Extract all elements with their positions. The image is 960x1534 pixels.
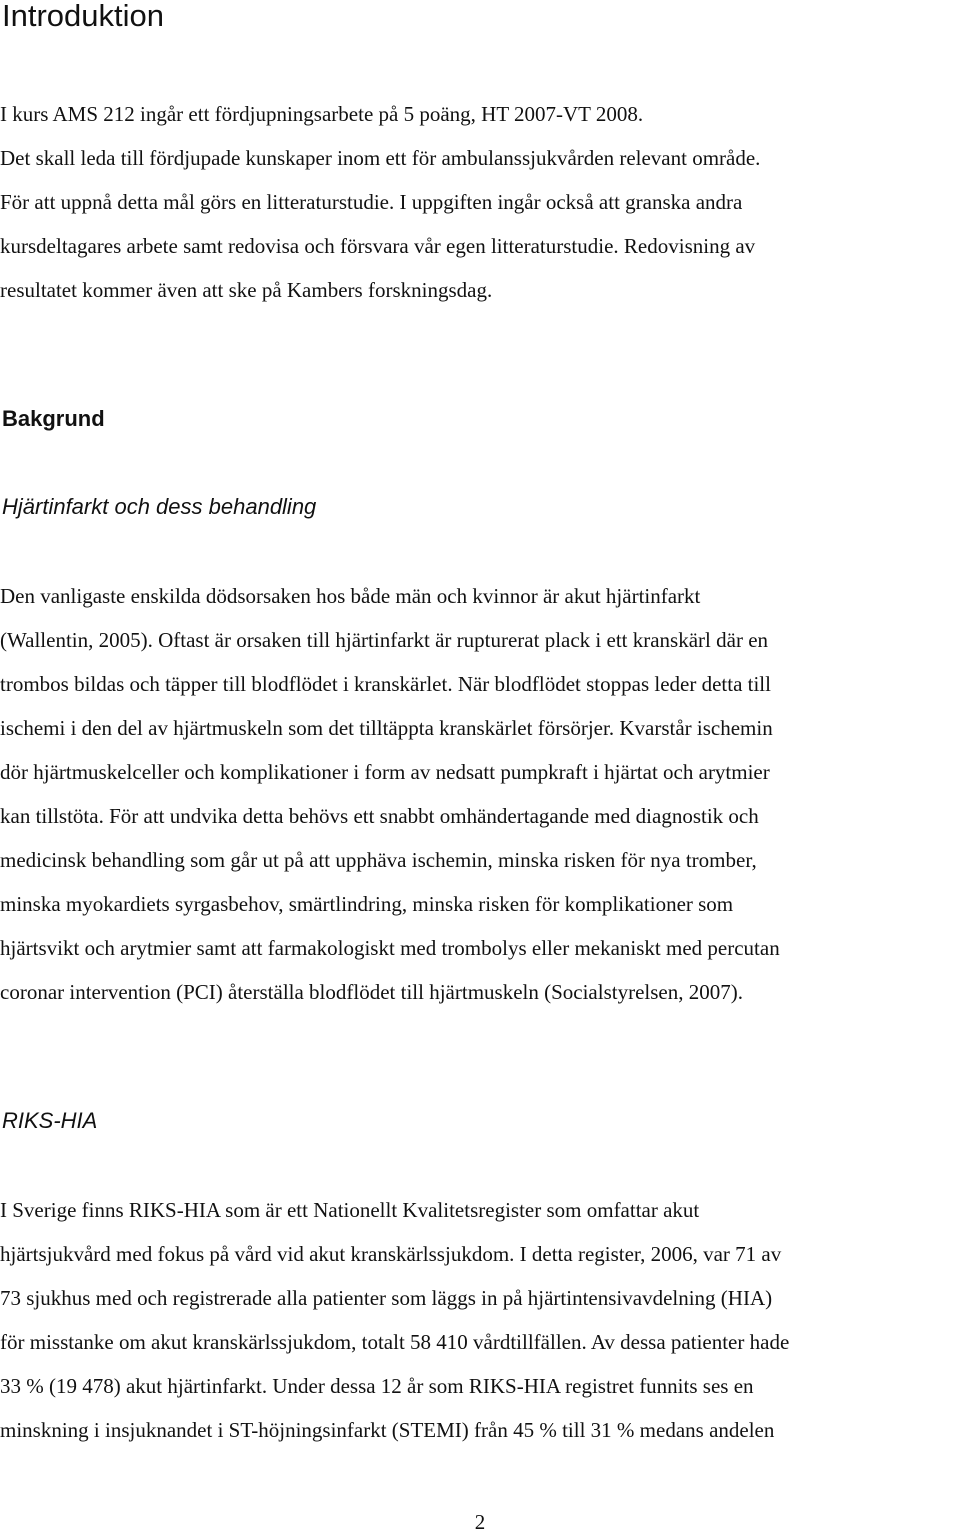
paragraph-line: (Wallentin, 2005). Oftast är orsaken till hjärtinfarkt är rupturerat plack i ett kranskärl där en (0, 628, 769, 652)
paragraph-line: Den vanligaste enskilda dödsorsaken hos både män och kvinnor är akut hjärtinfarkt (0, 584, 701, 608)
riks-hia-paragraph (0, 1188, 960, 1452)
paragraph-line: coronar intervention (PCI) återställa blodflödet till hjärtmuskeln (Socialstyrelsen, 2007). (0, 980, 743, 1004)
heading-introduktion: Introduktion (2, 0, 164, 33)
paragraph-line: hjärtsjukvård med fokus på vård vid akut kranskärlssjukdom. I detta register, 2006, var 71 av (0, 1242, 782, 1266)
subheading-riks-hia: RIKS-HIA (2, 1108, 98, 1133)
paragraph-line: ischemi i den del av hjärtmuskeln som det tilltäppta kranskärlet försörjer. Kvarstår ischemin (0, 716, 773, 740)
heading-bakgrund: Bakgrund (2, 406, 105, 431)
paragraph-line: kursdeltagares arbete samt redovisa och försvara vår egen litteraturstudie. Redovisning av (0, 234, 756, 258)
paragraph-line: 73 sjukhus med och registrerade alla patienter som läggs in på hjärtintensivavdelning (HIA) (0, 1286, 773, 1310)
paragraph-line: kan tillstöta. För att undvika detta behövs ett snabbt omhändertagande med diagnostik och (0, 804, 759, 828)
paragraph-line: 33 % (19 478) akut hjärtinfarkt. Under dessa 12 år som RIKS-HIA registret funnits ses en (0, 1374, 754, 1398)
paragraph-line: minskning i insjuknandet i ST-höjningsinfarkt (STEMI) från 45 % till 31 % medans andelen (0, 1418, 775, 1442)
page-number: 2 (474, 1510, 486, 1534)
paragraph-line: I kurs AMS 212 ingår ett fördjupningsarbete på 5 poäng, HT 2007-VT 2008. (0, 102, 644, 126)
paragraph-line: trombos bildas och täpper till blodflödet i kranskärlet. När blodflödet stoppas leder detta till (0, 672, 771, 696)
paragraph-line: I Sverige finns RIKS-HIA som är ett Nationellt Kvalitetsregister som omfattar akut (0, 1198, 700, 1222)
subheading-hjartinfarkt: Hjärtinfarkt och dess behandling (2, 494, 317, 519)
intro-paragraph (0, 92, 960, 312)
paragraph-line: resultatet kommer även att ske på Kambers forskningsdag. (0, 278, 493, 302)
paragraph-line: dör hjärtmuskelceller och komplikationer i form av nedsatt pumpkraft i hjärtat och arytmier (0, 760, 770, 784)
paragraph-line: Det skall leda till fördjupade kunskaper inom ett för ambulanssjukvården relevant område. (0, 146, 761, 170)
background-paragraph (0, 574, 960, 1014)
paragraph-line: För att uppnå detta mål görs en litteraturstudie. I uppgiften ingår också att granska andra (0, 190, 743, 214)
paragraph-line: för misstanke om akut kranskärlssjukdom, totalt 58 410 vårdtillfällen. Av dessa patienter hade (0, 1330, 790, 1354)
paragraph-line: medicinsk behandling som går ut på att upphäva ischemin, minska risken för nya tromber, (0, 848, 757, 872)
paragraph-line: minska myokardiets syrgasbehov, smärtlindring, minska risken för komplikationer som (0, 892, 734, 916)
paragraph-line: hjärtsvikt och arytmier samt att farmakologiskt med trombolys eller mekaniskt med percutan (0, 936, 780, 960)
